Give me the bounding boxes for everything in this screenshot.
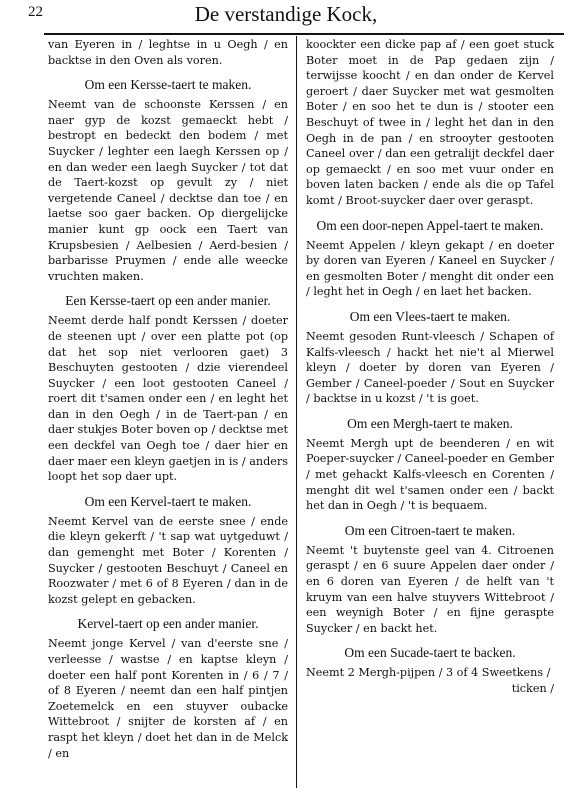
continued-text: koockter een dicke pap af / een goet stuck Boter moet in de Pap gedaen zijn / terwijsse koocht / en dan onder de Kervel geroert / daer Suycker met wat gesmolten Boter / en soo het te dun is / stooter een Beschuyt of twee in / leght het dan in den Oegh in de pan / en strooyter gestooten Caneel over / dan een getralijt deckfel daer op gemaeckt / en soo met vuur onder en boven laten backen / ende als die op Tafel komt / Broot-suycker daer over geraspt.	[306, 38, 554, 207]
header-rule	[44, 33, 564, 35]
recipe-text: Neemt Mergh upt de beenderen / en wit Poeper-suycker / Caneel-poeder en Gember / met gehackt Kalfs-vleesch en Corenten / menght dit wel t'samen onder een / backt het dan in Oegh / 't is bequaem.	[306, 436, 554, 513]
running-head: De verstandige Kock,	[194, 2, 378, 26]
recipe-text: Neemt van de schoonste Kerssen / en naer gyp de kozst gemaeckt hebt / bestropt en bedeckt den bodem / met Suycker / leghter een laegh Kerssen op / en dan weder een laegh Suycker / tot dat de Taert-kozst op gevult zy / niet vergetende Caneel / decktse dan toe / en laetse soo gaer backen. Op diergelijcke manier kunt gp oock een Taert van Krupsbesien / Aelbesien / Aerd-besien / barbarisse Pruymen / ende alle weecke vruchten maken.	[48, 98, 288, 283]
catchword: ticken /	[511, 682, 554, 695]
recipe-text: Neemt gesoden Runt-vleesch / Schapen of Kalfs-vleesch / hackt het nie't al Mierwel kleyn / doeter by doren van Eyeren / Gember / Caneel-poeder / Sout en Suycker / backtse in u kozst / 't is goet.	[306, 329, 554, 406]
recipe-text: Neemt jonge Kervel / van d'eerste sne / verleesse / wastse / en kaptse kleyn / doeter een half pont Korenten in / 6 / 7 / of 8 Eyeren / neemt dan een half pintjen Zoetemelck en een stuyver oubacke Wittebroot / snijter de korsten af / en raspt het kleyn / doet het dan in de Melck / en	[48, 637, 288, 760]
recipe-text: Neemt Appelen / kleyn gekapt / en doeter by doren van Eyeren / Kaneel en Suycker / en gesmolten Boter / menght dit onder een / leght het in Oegh / en laet het backen.	[306, 238, 554, 299]
right-column	[306, 37, 554, 697]
section-heading: Om een Kersse-taert te maken.	[84, 77, 252, 93]
column-divider	[296, 36, 297, 788]
recipe-text: Neemt derde half pondt Kerssen / doeter de steenen upt / over een platte pot (op dat het sop niet verlooren gaet) 3 Beschuyten gestooten / dzie vierendeel Suycker / een loot gestooten Caneel / roert dit t'samen onder een / en leght het dan in den Oegh / in de Taert-pan / en daer stukjes Boter boven op / decktse met een deckfel van Oegh toe / daer hier en daer maer een kleyn gaetjen in is / anders loopt het sop daer upt.	[48, 314, 288, 484]
section-heading: Kervel-taert op een ander manier.	[77, 616, 259, 632]
continued-text: van Eyeren in / leghtse in u Oegh / en backtse in den Oven als voren.	[48, 38, 288, 67]
section-heading: Om een Kervel-taert te maken.	[84, 493, 252, 509]
section-heading: Om een Citroen-taert te maken.	[344, 522, 516, 538]
section-heading: Om een Mergh-taert te maken.	[347, 415, 513, 431]
recipe-text: Neemt Kervel van de eerste snee / ende die kleyn gekerft / 't sap wat uytgeduwt / dan gemenght met Boter / Korenten / Suycker / gestooten Beschuyt / Caneel en Roozwater / met 6 of 8 Eyeren / dan in de kozst gelept en gebacken.	[48, 514, 288, 606]
recipe-text: Neemt 2 Mergh-pijpen / 3 of 4 Sweetkens /	[306, 666, 551, 680]
section-heading: Een Kersse-taert op een ander manier.	[65, 293, 271, 309]
section-heading: Om een door-nepen Appel-taert te maken.	[316, 217, 544, 233]
recipe-text: Neemt 't buytenste geel van 4. Citroenen geraspt / en 6 suure Appelen daer onder / en 6 doren van Eyeren / de helft van 't kruym van een halve stuyvers Wittebroot / een weynigh Boter / en fijne geraspte Suycker / en backt het.	[306, 543, 554, 635]
left-column	[48, 37, 288, 761]
page-number: 22	[28, 4, 43, 20]
section-heading: Om een Sucade-taert te backen.	[344, 645, 516, 661]
section-heading: Om een Vlees-taert te maken.	[349, 308, 511, 324]
